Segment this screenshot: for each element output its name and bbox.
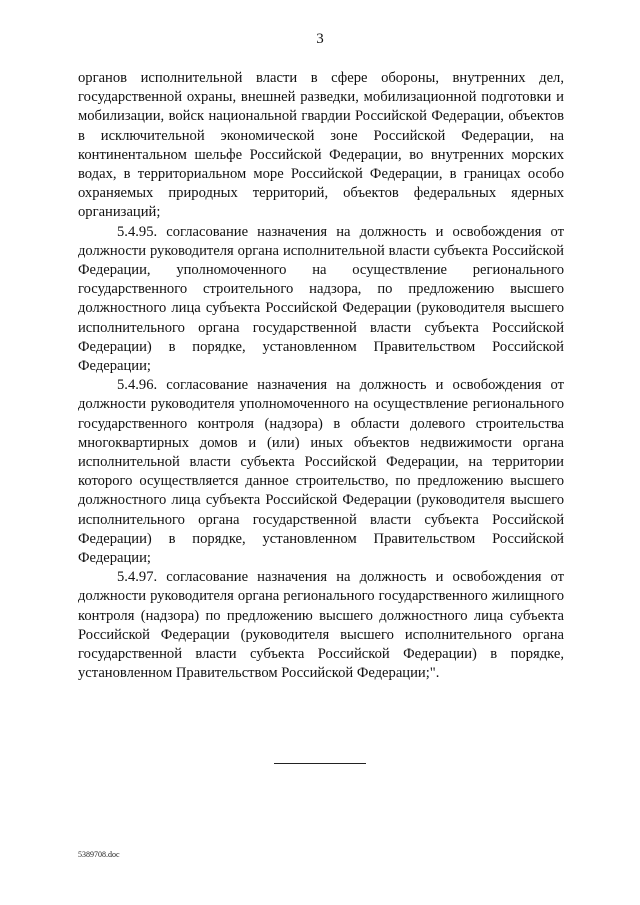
end-of-text-rule bbox=[274, 763, 366, 764]
paragraph-5-4-95: 5.4.95. согласование назначения на должность и освобождения от должности руководителя органа исполнительной власти субъекта Российской Федерации, уполномоченного на осуществление регионального государственного строительного надзора, по предложению высшего должностного лица субъекта Российской Федерации (руководителя высшего исполнительного органа государственной власти субъекта Российской Федерации) в порядке, установленном Правительством Российской Федерации; bbox=[78, 223, 564, 375]
paragraph-5-4-97: 5.4.97. согласование назначения на должность и освобождения от должности руководителя органа регионального государственного жилищного контроля (надзора) по предложению высшего должностного лица субъекта Российской Федерации (руководителя высшего исполнительного органа государственной власти субъекта Российской Федерации) в порядке, установленном Правительством Российской Федерации;". bbox=[78, 569, 564, 682]
paragraph-5-4-96: 5.4.96. согласование назначения на должность и освобождения от должности руководителя уполномоченного на осуществление регионального государственного контроля (надзора) в области долевого строительства многоквартирных домов и (или) иных объектов недвижимости органа исполнительной власти субъекта Российской Федерации, на территории которого осуществляется данное строительство, по предложению высшего должностного лица субъекта Российской Федерации (руководителя высшего исполнительного органа государственной власти субъекта Российской Федерации) в порядке, установленном Правительством Российской Федерации; bbox=[78, 377, 564, 567]
paragraph-continuation: органов исполнительной власти в сфере обороны, внутренних дел, государственной охраны, внешней разведки, мобилизационной подготовки и мобилизации, войск национальной гвардии Российской Федерации, объектов в исключительной экономической зоне Российской Федерации, на континентальном шельфе Российской Федерации, во внутренних морских водах, в территориальном море Российской Федерации, в границах особо охраняемых природных территорий, объектов федеральных ядерных организаций; bbox=[78, 70, 564, 221]
page-number: 3 bbox=[316, 31, 324, 47]
footer-file-name: 5389708.doc bbox=[78, 850, 120, 859]
document-body bbox=[78, 69, 564, 684]
